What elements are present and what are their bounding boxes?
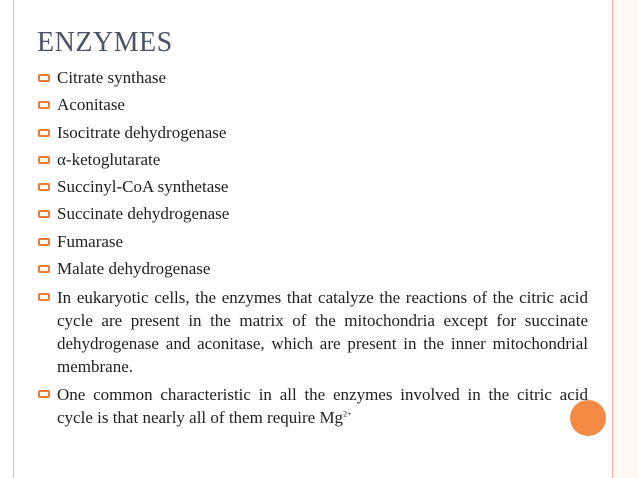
- slide-title: ENZYMES: [37, 27, 173, 58]
- bullet-text: Succinate dehydrogenase: [57, 204, 230, 224]
- bullet-text: Isocitrate dehydrogenase: [57, 122, 227, 142]
- square-bullet-icon: [38, 156, 50, 164]
- square-bullet-icon: [38, 265, 50, 273]
- bullet-text: Citrate synthase: [57, 68, 167, 87]
- bullet-text: Fumarase: [57, 231, 124, 251]
- bullet-item-isocitrate-dehydrogenase: [38, 119, 588, 146]
- magnesium-charge-superscript: 2+: [343, 409, 352, 419]
- square-bullet-icon: [38, 238, 50, 246]
- square-bullet-icon: [38, 101, 50, 109]
- bullet-item-succinyl-coa-synthetase: [38, 173, 588, 200]
- square-bullet-icon: [38, 210, 50, 218]
- bullet-item-alpha-ketoglutarate: [38, 146, 588, 173]
- bullet-item-malate-dehydrogenase: [38, 255, 588, 282]
- square-bullet-icon: [38, 390, 50, 398]
- bullet-text: Aconitase: [57, 95, 125, 115]
- square-bullet-icon: [38, 74, 50, 82]
- paragraph-text: One common characteristic in all the enzymes involved in the citric acid cycle is that nearly all of them require Mg: [57, 385, 588, 428]
- bullet-text: Malate dehydrogenase: [57, 259, 211, 279]
- slide-left-rule: [13, 0, 14, 478]
- square-bullet-icon: [38, 183, 50, 191]
- bullet-item-succinate-dehydrogenase: [38, 200, 588, 227]
- bullet-text: Succinyl-CoA synthetase: [57, 177, 229, 197]
- square-bullet-icon: [38, 293, 50, 301]
- bullet-item-citrate-synthase: [38, 64, 588, 91]
- slide-right-strip: [613, 0, 638, 478]
- bullet-item-enzyme-location: [38, 282, 588, 378]
- square-bullet-icon: [38, 129, 50, 137]
- bullet-text: α-ketoglutarate: [57, 149, 161, 169]
- bullet-item-fumarase: [38, 228, 588, 255]
- bullet-item-magnesium-requirement: [38, 378, 588, 429]
- paragraph-text: In eukaryotic cells, the enzymes that catalyze the reactions of the citric acid cycle are present in the matrix of the mitochondria except for succinate dehydrogenase and aconitase, which are present in the inner mitochondrial membrane.: [57, 288, 588, 377]
- bullet-list: [38, 64, 588, 429]
- bullet-item-aconitase: [38, 91, 588, 118]
